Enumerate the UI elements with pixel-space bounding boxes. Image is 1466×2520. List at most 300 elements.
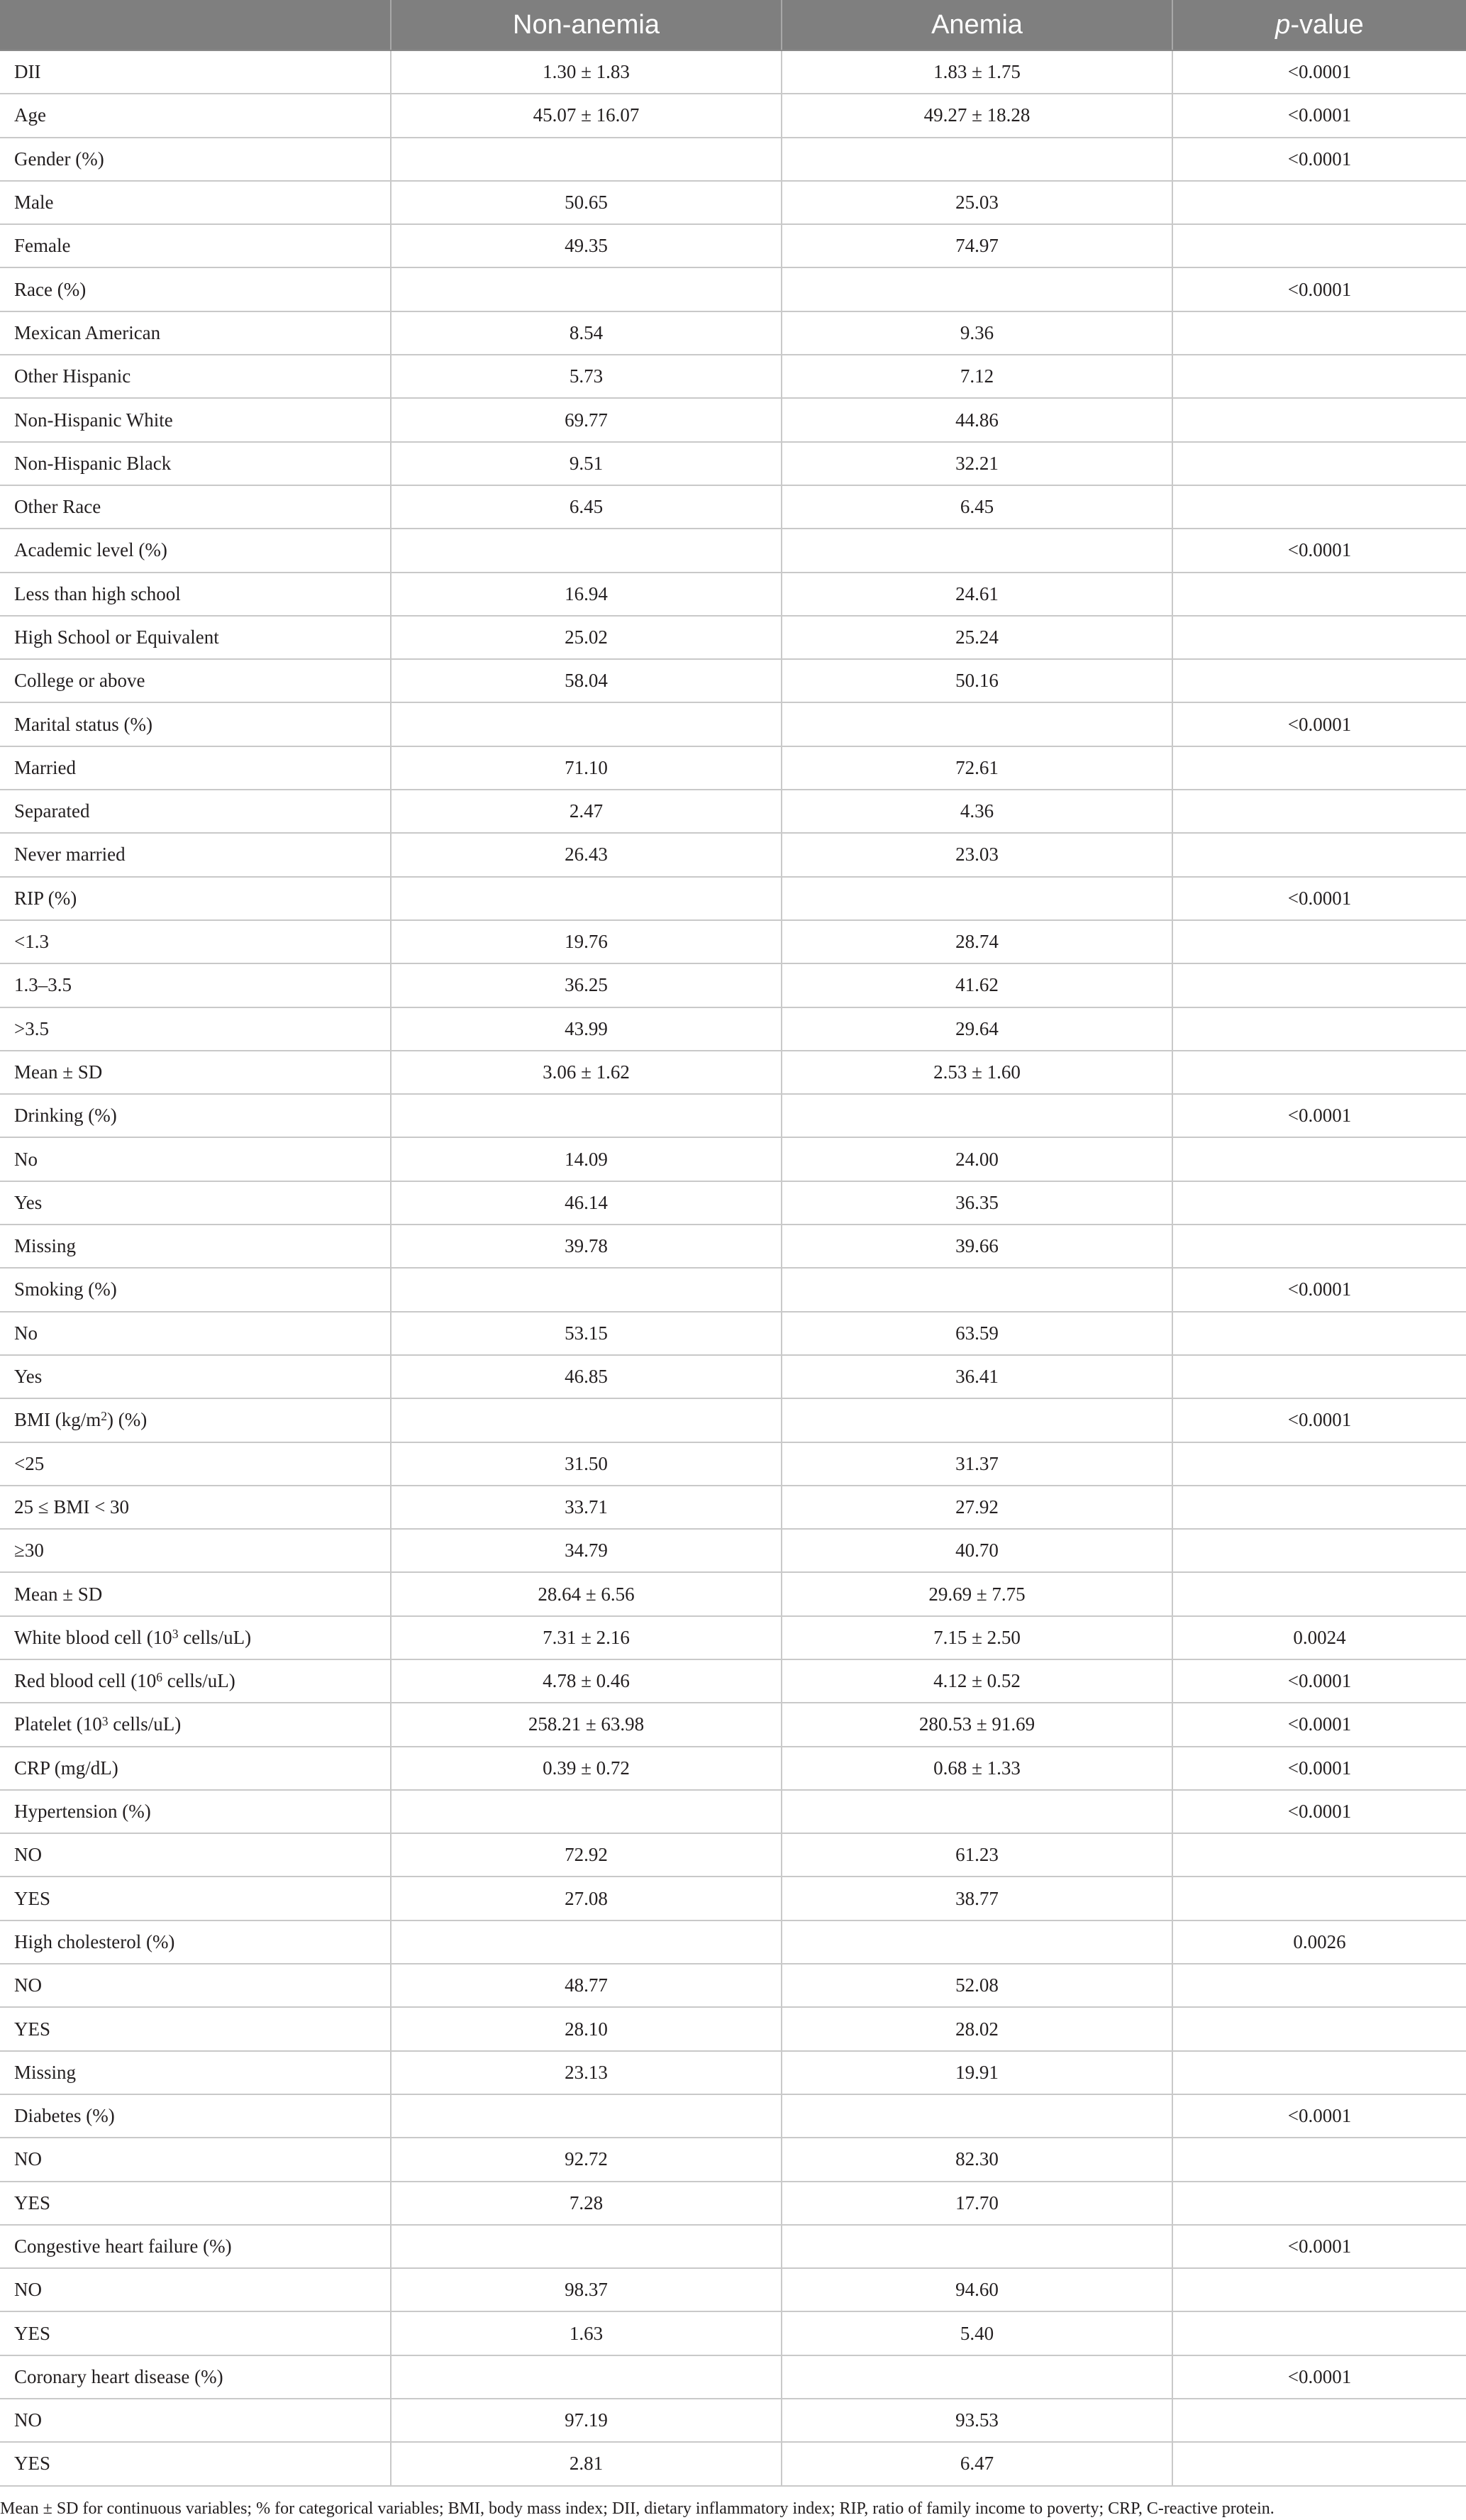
- row-label: Missing: [0, 2051, 391, 2094]
- cell-p-value: [1172, 1529, 1466, 1572]
- cell-p-value: <0.0001: [1172, 2225, 1466, 2268]
- cell-anemia: 36.35: [782, 1181, 1172, 1225]
- row-label: Other Race: [0, 485, 391, 529]
- cell-anemia: 40.70: [782, 1529, 1172, 1572]
- header-p-value: [1172, 0, 1466, 50]
- table-row: [0, 1486, 1466, 1529]
- cell-non-anemia: 0.39 ± 0.72: [391, 1747, 782, 1790]
- cell-anemia: [782, 877, 1172, 920]
- table-row: [0, 2051, 1466, 2094]
- cell-anemia: [782, 2094, 1172, 2138]
- table-row: [0, 2007, 1466, 2050]
- table-row: [0, 224, 1466, 267]
- cell-p-value: [1172, 1225, 1466, 1268]
- row-label: Smoking (%): [0, 1268, 391, 1311]
- cell-p-value: [1172, 659, 1466, 702]
- row-label: Other Hispanic: [0, 355, 391, 398]
- cell-non-anemia: 14.09: [391, 1137, 782, 1181]
- cell-non-anemia: [391, 1268, 782, 1311]
- table-row: [0, 616, 1466, 659]
- cell-p-value: <0.0001: [1172, 138, 1466, 181]
- cell-non-anemia: 28.64 ± 6.56: [391, 1572, 782, 1615]
- cell-non-anemia: 71.10: [391, 746, 782, 790]
- table-row: [0, 746, 1466, 790]
- header-anemia: Anemia: [782, 0, 1172, 50]
- row-label: Marital status (%): [0, 702, 391, 746]
- cell-p-value: [1172, 920, 1466, 963]
- row-label-superscript: 3: [101, 1713, 109, 1728]
- row-label: YES: [0, 2311, 391, 2355]
- cell-anemia: [782, 267, 1172, 311]
- cell-non-anemia: 46.85: [391, 1355, 782, 1398]
- cell-p-value: [1172, 1442, 1466, 1486]
- cell-p-value: <0.0001: [1172, 1268, 1466, 1311]
- row-label: Mexican American: [0, 311, 391, 355]
- table-row: [0, 920, 1466, 963]
- cell-non-anemia: 1.63: [391, 2311, 782, 2355]
- cell-non-anemia: 25.02: [391, 616, 782, 659]
- cell-p-value: <0.0001: [1172, 267, 1466, 311]
- table-row: [0, 442, 1466, 485]
- cell-anemia: 5.40: [782, 2311, 1172, 2355]
- row-label: Academic level (%): [0, 529, 391, 572]
- cell-p-value: [1172, 1137, 1466, 1181]
- table-row: [0, 311, 1466, 355]
- cell-non-anemia: 72.92: [391, 1833, 782, 1877]
- table-row: [0, 1181, 1466, 1225]
- cell-p-value: <0.0001: [1172, 1398, 1466, 1442]
- cell-p-value: [1172, 1877, 1466, 1920]
- cell-non-anemia: 48.77: [391, 1964, 782, 2007]
- cell-p-value: [1172, 573, 1466, 616]
- cell-anemia: 31.37: [782, 1442, 1172, 1486]
- cell-anemia: 52.08: [782, 1964, 1172, 2007]
- row-label: Non-Hispanic White: [0, 398, 391, 441]
- cell-anemia: 25.03: [782, 181, 1172, 224]
- cell-non-anemia: 31.50: [391, 1442, 782, 1486]
- cell-non-anemia: 49.35: [391, 224, 782, 267]
- table-row: [0, 833, 1466, 876]
- cell-p-value: <0.0001: [1172, 94, 1466, 137]
- table-row: [0, 1616, 1466, 1659]
- row-label: [0, 1703, 391, 1746]
- cell-p-value: 0.0024: [1172, 1616, 1466, 1659]
- table-row: [0, 1312, 1466, 1355]
- row-label-text: Red blood cell (10: [14, 1670, 157, 1692]
- cell-non-anemia: 69.77: [391, 398, 782, 441]
- cell-p-value: [1172, 2311, 1466, 2355]
- table-row: [0, 1703, 1466, 1746]
- row-label: [0, 1398, 391, 1442]
- cell-non-anemia: 28.10: [391, 2007, 782, 2050]
- cell-anemia: 28.02: [782, 2007, 1172, 2050]
- cell-non-anemia: 4.78 ± 0.46: [391, 1659, 782, 1703]
- cell-anemia: [782, 1094, 1172, 1137]
- table-row: [0, 1964, 1466, 2007]
- row-label: Non-Hispanic Black: [0, 442, 391, 485]
- row-label: >3.5: [0, 1007, 391, 1051]
- row-label: <1.3: [0, 920, 391, 963]
- cell-p-value: [1172, 181, 1466, 224]
- cell-non-anemia: [391, 1094, 782, 1137]
- cell-non-anemia: 45.07 ± 16.07: [391, 94, 782, 137]
- table-row: [0, 573, 1466, 616]
- cell-non-anemia: [391, 877, 782, 920]
- cell-non-anemia: 27.08: [391, 1877, 782, 1920]
- cell-non-anemia: 43.99: [391, 1007, 782, 1051]
- cell-anemia: 2.53 ± 1.60: [782, 1051, 1172, 1094]
- row-label: CRP (mg/dL): [0, 1747, 391, 1790]
- row-label: YES: [0, 2442, 391, 2485]
- header-p-italic: p: [1275, 9, 1291, 40]
- table-row: [0, 1747, 1466, 1790]
- cell-p-value: [1172, 2051, 1466, 2094]
- table-row: [0, 1877, 1466, 1920]
- cell-p-value: [1172, 746, 1466, 790]
- cell-anemia: 74.97: [782, 224, 1172, 267]
- table-row: [0, 1268, 1466, 1311]
- table-row: [0, 1572, 1466, 1615]
- row-label-text-end: cells/uL): [108, 1713, 182, 1735]
- cell-anemia: 6.45: [782, 485, 1172, 529]
- table-row: [0, 1225, 1466, 1268]
- cell-non-anemia: [391, 1921, 782, 1964]
- cell-anemia: 93.53: [782, 2399, 1172, 2442]
- table-row: [0, 2138, 1466, 2181]
- cell-anemia: 7.15 ± 2.50: [782, 1616, 1172, 1659]
- cell-p-value: [1172, 485, 1466, 529]
- row-label: No: [0, 1312, 391, 1355]
- cell-p-value: <0.0001: [1172, 1703, 1466, 1746]
- table-row: [0, 485, 1466, 529]
- cell-non-anemia: [391, 1790, 782, 1833]
- cell-anemia: 29.64: [782, 1007, 1172, 1051]
- cell-non-anemia: 7.31 ± 2.16: [391, 1616, 782, 1659]
- cell-anemia: 36.41: [782, 1355, 1172, 1398]
- cell-non-anemia: [391, 2355, 782, 2399]
- row-label-superscript: 6: [156, 1670, 162, 1685]
- table-row: [0, 963, 1466, 1007]
- cell-non-anemia: 258.21 ± 63.98: [391, 1703, 782, 1746]
- cell-p-value: [1172, 1486, 1466, 1529]
- cell-p-value: <0.0001: [1172, 1747, 1466, 1790]
- cell-anemia: 1.83 ± 1.75: [782, 50, 1172, 94]
- row-label: Congestive heart failure (%): [0, 2225, 391, 2268]
- row-label-text-end: cells/uL): [162, 1670, 235, 1692]
- cell-anemia: 27.92: [782, 1486, 1172, 1529]
- row-label: Mean ± SD: [0, 1051, 391, 1094]
- cell-anemia: 82.30: [782, 2138, 1172, 2181]
- cell-p-value: 0.0026: [1172, 1921, 1466, 1964]
- cell-p-value: <0.0001: [1172, 2355, 1466, 2399]
- table-row: [0, 702, 1466, 746]
- row-label: Never married: [0, 833, 391, 876]
- row-label: Married: [0, 746, 391, 790]
- row-label: NO: [0, 1833, 391, 1877]
- row-label: Male: [0, 181, 391, 224]
- cell-non-anemia: 1.30 ± 1.83: [391, 50, 782, 94]
- table-body: [0, 50, 1466, 2486]
- cell-anemia: 24.00: [782, 1137, 1172, 1181]
- cell-p-value: <0.0001: [1172, 50, 1466, 94]
- header-non-anemia: Non-anemia: [391, 0, 782, 50]
- cell-anemia: [782, 2225, 1172, 2268]
- row-label: Yes: [0, 1355, 391, 1398]
- cell-non-anemia: [391, 702, 782, 746]
- table-row: [0, 529, 1466, 572]
- cell-p-value: [1172, 1312, 1466, 1355]
- table-row: [0, 2311, 1466, 2355]
- cell-p-value: [1172, 2442, 1466, 2485]
- table-row: [0, 2442, 1466, 2485]
- table-row: [0, 94, 1466, 137]
- row-label-text: Platelet (10: [14, 1713, 102, 1735]
- table-row: [0, 2355, 1466, 2399]
- cell-p-value: <0.0001: [1172, 529, 1466, 572]
- cell-non-anemia: 26.43: [391, 833, 782, 876]
- cell-p-value: <0.0001: [1172, 1790, 1466, 1833]
- row-label: NO: [0, 2138, 391, 2181]
- cell-non-anemia: [391, 267, 782, 311]
- table-row: [0, 1833, 1466, 1877]
- cell-non-anemia: 33.71: [391, 1486, 782, 1529]
- cell-non-anemia: 2.81: [391, 2442, 782, 2485]
- cell-non-anemia: 92.72: [391, 2138, 782, 2181]
- cell-non-anemia: 23.13: [391, 2051, 782, 2094]
- cell-p-value: <0.0001: [1172, 2094, 1466, 2138]
- cell-anemia: 9.36: [782, 311, 1172, 355]
- cell-p-value: [1172, 355, 1466, 398]
- table-row: [0, 138, 1466, 181]
- row-label-text-end: cells/uL): [178, 1626, 252, 1648]
- cell-anemia: 50.16: [782, 659, 1172, 702]
- cell-anemia: [782, 138, 1172, 181]
- cell-non-anemia: 6.45: [391, 485, 782, 529]
- row-label: YES: [0, 2182, 391, 2225]
- row-label: College or above: [0, 659, 391, 702]
- cell-non-anemia: 97.19: [391, 2399, 782, 2442]
- table-row: [0, 659, 1466, 702]
- row-label: Less than high school: [0, 573, 391, 616]
- table-row: [0, 1398, 1466, 1442]
- row-label: Mean ± SD: [0, 1572, 391, 1615]
- table-row: [0, 50, 1466, 94]
- table-row: [0, 877, 1466, 920]
- table-row: [0, 267, 1466, 311]
- cell-non-anemia: 5.73: [391, 355, 782, 398]
- cell-p-value: [1172, 2138, 1466, 2181]
- row-label: Gender (%): [0, 138, 391, 181]
- row-label: Diabetes (%): [0, 2094, 391, 2138]
- cell-anemia: 41.62: [782, 963, 1172, 1007]
- cell-p-value: [1172, 1964, 1466, 2007]
- cell-non-anemia: [391, 529, 782, 572]
- cell-anemia: 94.60: [782, 2268, 1172, 2311]
- row-label: <25: [0, 1442, 391, 1486]
- table-row: [0, 1442, 1466, 1486]
- cell-anemia: 19.91: [782, 2051, 1172, 2094]
- row-label: Separated: [0, 790, 391, 833]
- cell-non-anemia: 58.04: [391, 659, 782, 702]
- row-label-superscript: 2: [101, 1409, 108, 1424]
- cell-p-value: [1172, 2268, 1466, 2311]
- table-row: [0, 2094, 1466, 2138]
- cell-anemia: 25.24: [782, 616, 1172, 659]
- cell-anemia: 280.53 ± 91.69: [782, 1703, 1172, 1746]
- cell-p-value: [1172, 1051, 1466, 1094]
- row-label-text-end: ) (%): [107, 1409, 148, 1431]
- cell-anemia: 61.23: [782, 1833, 1172, 1877]
- row-label: Female: [0, 224, 391, 267]
- row-label-text: White blood cell (10: [14, 1626, 172, 1648]
- row-label: NO: [0, 2268, 391, 2311]
- table-row: [0, 1921, 1466, 1964]
- table-row: [0, 181, 1466, 224]
- table-row: [0, 1355, 1466, 1398]
- cell-non-anemia: 39.78: [391, 1225, 782, 1268]
- cell-p-value: [1172, 398, 1466, 441]
- row-label: NO: [0, 1964, 391, 2007]
- row-label: 25 ≤ BMI < 30: [0, 1486, 391, 1529]
- row-label: Yes: [0, 1181, 391, 1225]
- table-row: [0, 1094, 1466, 1137]
- cell-non-anemia: 9.51: [391, 442, 782, 485]
- cell-p-value: [1172, 1355, 1466, 1398]
- cell-non-anemia: 2.47: [391, 790, 782, 833]
- row-label: ≥30: [0, 1529, 391, 1572]
- cell-anemia: 7.12: [782, 355, 1172, 398]
- cell-p-value: [1172, 2182, 1466, 2225]
- cell-non-anemia: 7.28: [391, 2182, 782, 2225]
- cell-non-anemia: 98.37: [391, 2268, 782, 2311]
- table-row: [0, 2182, 1466, 2225]
- cell-p-value: <0.0001: [1172, 702, 1466, 746]
- cell-non-anemia: 34.79: [391, 1529, 782, 1572]
- cell-anemia: [782, 1398, 1172, 1442]
- row-label: Age: [0, 94, 391, 137]
- cell-non-anemia: [391, 2225, 782, 2268]
- cell-p-value: <0.0001: [1172, 1659, 1466, 1703]
- cell-non-anemia: 19.76: [391, 920, 782, 963]
- cell-anemia: 17.70: [782, 2182, 1172, 2225]
- cell-non-anemia: [391, 2094, 782, 2138]
- row-label: [0, 1616, 391, 1659]
- row-label: No: [0, 1137, 391, 1181]
- row-label: High cholesterol (%): [0, 1921, 391, 1964]
- cell-anemia: 38.77: [782, 1877, 1172, 1920]
- cell-p-value: [1172, 224, 1466, 267]
- table-row: [0, 2399, 1466, 2442]
- cell-anemia: 63.59: [782, 1312, 1172, 1355]
- table-row: [0, 790, 1466, 833]
- cell-p-value: [1172, 2007, 1466, 2050]
- row-label: 1.3–3.5: [0, 963, 391, 1007]
- cell-p-value: [1172, 1833, 1466, 1877]
- table-row: [0, 1137, 1466, 1181]
- cell-p-value: [1172, 616, 1466, 659]
- cell-anemia: 29.69 ± 7.75: [782, 1572, 1172, 1615]
- cell-non-anemia: 16.94: [391, 573, 782, 616]
- table-row: [0, 2225, 1466, 2268]
- cell-anemia: [782, 1790, 1172, 1833]
- cell-anemia: 4.36: [782, 790, 1172, 833]
- cell-non-anemia: 53.15: [391, 1312, 782, 1355]
- table-row: [0, 398, 1466, 441]
- cell-p-value: <0.0001: [1172, 1094, 1466, 1137]
- cell-non-anemia: [391, 138, 782, 181]
- cell-anemia: 4.12 ± 0.52: [782, 1659, 1172, 1703]
- cell-anemia: [782, 702, 1172, 746]
- cell-anemia: [782, 1921, 1172, 1964]
- cell-non-anemia: 36.25: [391, 963, 782, 1007]
- table-header-row: [0, 0, 1466, 50]
- cell-non-anemia: 50.65: [391, 181, 782, 224]
- cell-p-value: [1172, 833, 1466, 876]
- row-label: Coronary heart disease (%): [0, 2355, 391, 2399]
- cell-anemia: 23.03: [782, 833, 1172, 876]
- cell-p-value: [1172, 790, 1466, 833]
- table-row: [0, 1051, 1466, 1094]
- table-row: [0, 355, 1466, 398]
- header-variable: [0, 0, 391, 50]
- row-label: Hypertension (%): [0, 1790, 391, 1833]
- cell-anemia: 49.27 ± 18.28: [782, 94, 1172, 137]
- cell-anemia: 32.21: [782, 442, 1172, 485]
- cell-anemia: 24.61: [782, 573, 1172, 616]
- cell-non-anemia: 46.14: [391, 1181, 782, 1225]
- cell-anemia: 0.68 ± 1.33: [782, 1747, 1172, 1790]
- row-label-superscript: 3: [172, 1626, 179, 1641]
- cell-anemia: 6.47: [782, 2442, 1172, 2485]
- cell-anemia: 39.66: [782, 1225, 1172, 1268]
- row-label: High School or Equivalent: [0, 616, 391, 659]
- row-label: Missing: [0, 1225, 391, 1268]
- table-row: [0, 1790, 1466, 1833]
- row-label: DII: [0, 50, 391, 94]
- cell-p-value: <0.0001: [1172, 877, 1466, 920]
- row-label: RIP (%): [0, 877, 391, 920]
- row-label: YES: [0, 1877, 391, 1920]
- cell-anemia: [782, 1268, 1172, 1311]
- table-footnote: Mean ± SD for continuous variables; % for categorical variables; BMI, body mass index; DII, dietary inflammatory index; RIP, ratio of family income to poverty; CRP, C-reactive protein.: [0, 2499, 1275, 2518]
- table-row: [0, 1529, 1466, 1572]
- cell-p-value: [1172, 963, 1466, 1007]
- cell-p-value: [1172, 442, 1466, 485]
- row-label: YES: [0, 2007, 391, 2050]
- table-row: [0, 1007, 1466, 1051]
- row-label: Drinking (%): [0, 1094, 391, 1137]
- cell-p-value: [1172, 1007, 1466, 1051]
- cell-anemia: 72.61: [782, 746, 1172, 790]
- row-label: NO: [0, 2399, 391, 2442]
- table-row: [0, 2268, 1466, 2311]
- cell-anemia: 44.86: [782, 398, 1172, 441]
- header-p-rest: -value: [1290, 9, 1364, 40]
- row-label: [0, 1659, 391, 1703]
- table-row: [0, 1659, 1466, 1703]
- row-label: Race (%): [0, 267, 391, 311]
- row-label-text: BMI (kg/m: [14, 1409, 101, 1431]
- cell-p-value: [1172, 1572, 1466, 1615]
- cell-non-anemia: 3.06 ± 1.62: [391, 1051, 782, 1094]
- cell-non-anemia: 8.54: [391, 311, 782, 355]
- cell-anemia: 28.74: [782, 920, 1172, 963]
- cell-p-value: [1172, 311, 1466, 355]
- cell-p-value: [1172, 1181, 1466, 1225]
- cell-p-value: [1172, 2399, 1466, 2442]
- cell-non-anemia: [391, 1398, 782, 1442]
- cell-anemia: [782, 2355, 1172, 2399]
